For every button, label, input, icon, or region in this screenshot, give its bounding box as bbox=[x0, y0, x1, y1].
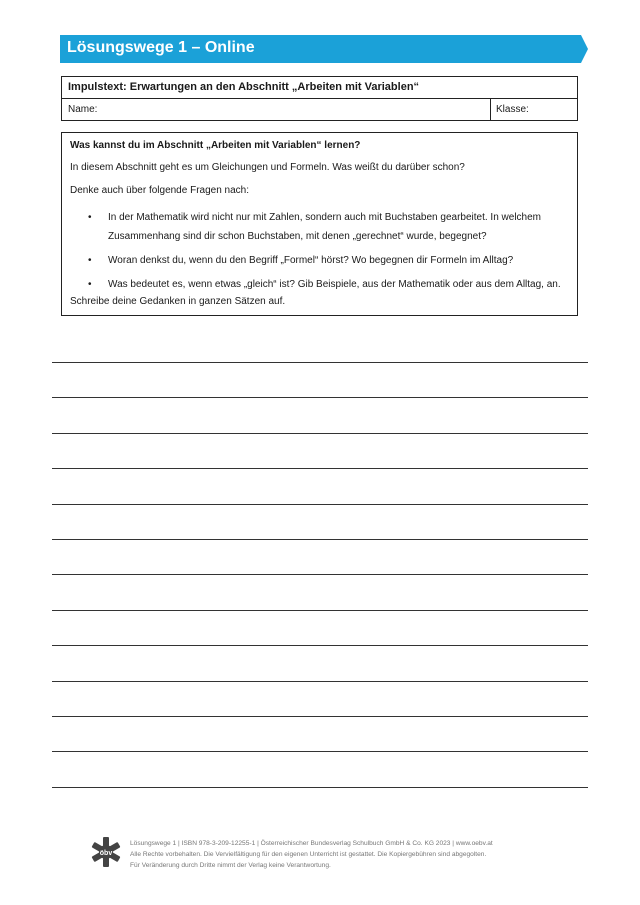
klasse-field[interactable] bbox=[491, 99, 577, 120]
writing-line bbox=[52, 504, 588, 505]
task-prompt: Denke auch über folgende Fragen nach: bbox=[70, 185, 250, 196]
writing-line bbox=[52, 574, 588, 575]
question-item bbox=[88, 275, 568, 294]
name-field[interactable] bbox=[62, 99, 491, 120]
writing-line bbox=[52, 610, 588, 611]
task-box bbox=[61, 132, 578, 316]
bullet-icon: • bbox=[88, 255, 92, 266]
footer-line: Alle Rechte vorbehalten. Die Vervielfältigung für den eigenen Unterricht ist gestattet. Die Kopiergebühren sind abgegolten. bbox=[130, 851, 487, 858]
question-item bbox=[88, 251, 568, 270]
oebv-logo-icon bbox=[90, 836, 122, 868]
klasse-label: Klasse: bbox=[496, 104, 529, 115]
writing-line bbox=[52, 716, 588, 717]
task-intro: In diesem Abschnitt geht es um Gleichungen und Formeln. Was weißt du darüber schon? bbox=[70, 162, 465, 173]
question-text: In der Mathematik wird nicht nur mit Zahlen, sondern auch mit Buchstaben gearbeitet. In welchem Zusammenhang sind dir schon Buchstaben, mit denen „gerechnet“ wurde, begegnet? bbox=[108, 212, 541, 242]
page-title: Lösungswege 1 – Online bbox=[67, 39, 255, 56]
writing-line bbox=[52, 645, 588, 646]
writing-line bbox=[52, 397, 588, 398]
logo-text: öbv bbox=[99, 850, 113, 857]
name-label: Name: bbox=[68, 104, 98, 115]
impuls-header-table bbox=[61, 76, 578, 121]
writing-line bbox=[52, 362, 588, 363]
header-banner bbox=[60, 35, 588, 63]
writing-line bbox=[52, 539, 588, 540]
writing-line bbox=[52, 468, 588, 469]
question-text: Woran denkst du, wenn du den Begriff „Formel“ hörst? Wo begegnen dir Formeln im Alltag? bbox=[108, 255, 514, 266]
impuls-title: Impulstext: Erwartungen an den Abschnitt „Arbeiten mit Variablen“ bbox=[62, 77, 577, 99]
bullet-icon: • bbox=[88, 212, 92, 223]
footer-line: Für Veränderung durch Dritte nimmt der Verlag keine Verantwortung. bbox=[130, 862, 331, 869]
writing-line bbox=[52, 433, 588, 434]
footer-line: Lösungswege 1 | ISBN 978-3-209-12255-1 | Österreichischer Bundesverlag Schulbuch GmbH & Co. KG 2023 | www.oebv.at bbox=[130, 840, 493, 847]
writing-line bbox=[52, 751, 588, 752]
writing-line bbox=[52, 787, 588, 788]
task-closing: Schreibe deine Gedanken in ganzen Sätzen auf. bbox=[70, 296, 286, 307]
writing-area[interactable] bbox=[52, 362, 588, 792]
question-text: Was bedeutet es, wenn etwas „gleich“ ist? Gib Beispiele, aus der Mathematik oder aus dem Alltag, an. bbox=[108, 279, 561, 290]
task-question: Was kannst du im Abschnitt „Arbeiten mit Variablen“ lernen? bbox=[70, 140, 361, 151]
writing-line bbox=[52, 681, 588, 682]
bullet-icon: • bbox=[88, 279, 92, 290]
question-item bbox=[88, 208, 568, 246]
footer bbox=[90, 836, 570, 876]
question-list bbox=[88, 208, 568, 299]
